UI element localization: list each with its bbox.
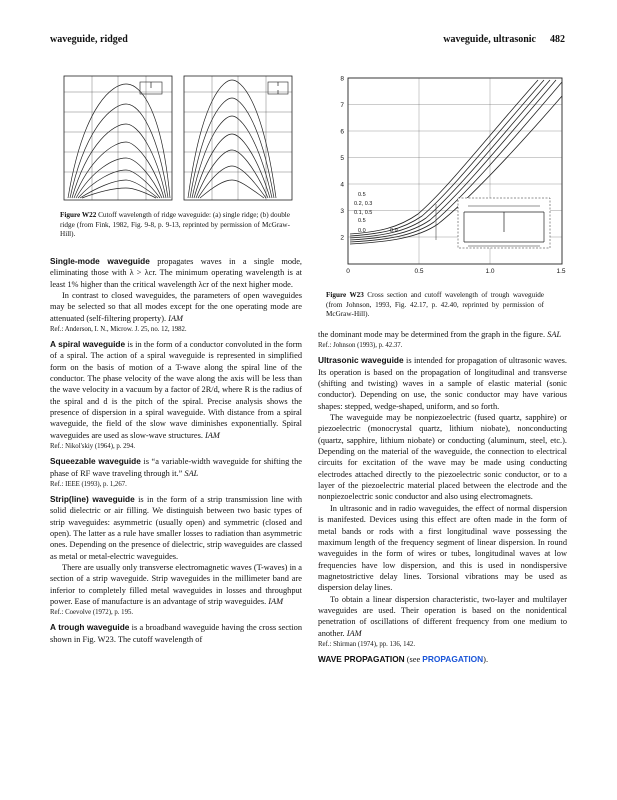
running-header-left: waveguide, ridged [50, 34, 128, 45]
y-tick: 7 [340, 102, 344, 109]
figure-w22-caption-label: Figure W22 [60, 211, 97, 219]
x-tick: 0.5 [414, 268, 424, 275]
entry-text: is intended for propagation of ultrasonic waves. Its operation is based on the propagation of longitudinal and transverse (shifting and twisting) waves in a sample of elastic material (sonic conductor). Depending on use, the sonic conductor may have various shapes: stepped, wedge-shaped, uniform, and so forth. [318, 356, 567, 411]
entry-paragraph [50, 562, 302, 607]
entry-strip-waveguide [50, 494, 302, 562]
entry-spiral-waveguide [50, 339, 302, 441]
reference: Ref.: Anderson, I. N., Microw. J. 25, no. 12, 1982. [50, 326, 187, 334]
curve-label: 0.5 [358, 192, 366, 198]
reference: Ref.: Coevolve (1972), p. 195. [50, 609, 134, 617]
entry-squeezable-waveguide [50, 456, 302, 479]
y-tick: 3 [340, 208, 344, 215]
figure-w23-caption-label: Figure W23 [326, 291, 364, 299]
paragraph-text: In contrast to closed waveguides, the parameters of open waveguides may be selected so that all modes except for the one operating mode are attenuated (self-filtering property). [50, 291, 302, 323]
curve-label: 0.5 [358, 218, 366, 224]
entry-paragraph [318, 594, 567, 639]
author-signature: SAL [547, 330, 562, 339]
figure-w23-caption-text: Cross section and cutoff wavelength of trough waveguide (from Johnson, 1993, Fig. 42.17, p. 42.40, reprinted by permission of McGraw-Hill). [326, 291, 544, 319]
x-axis-ticks [346, 268, 566, 275]
y-tick: 6 [340, 128, 344, 136]
author-signature: IAM [205, 430, 220, 440]
y-axis-ticks [340, 76, 344, 242]
entry-term: Single-mode waveguide [50, 256, 150, 266]
y-tick: 5 [340, 155, 344, 162]
paragraph-text: To obtain a linear dispersion characteristic, two-layer and multilayer waveguides are used. Their operation is based on the nonidentical penetration of oscillations of different frequency from one medium to another. [318, 594, 567, 638]
author-signature: IAM [168, 313, 183, 323]
entry-term: WAVE PROPAGATION [318, 653, 405, 664]
entry-text: is “a variable-width waveguide for shifting the phase of RF wave traveling through it.” [50, 457, 302, 478]
entry-term: Strip(line) waveguide [50, 493, 135, 504]
running-header-right [443, 34, 565, 45]
entry-term: A trough waveguide [50, 622, 130, 633]
figure-w23-chart [318, 72, 568, 284]
reference: Ref.: Nikol'skiy (1964), p. 294. [50, 443, 136, 451]
cross-reference-link-propagation[interactable]: PROPAGATION [422, 653, 484, 664]
entry-text: propagates waves in a single mode, eliminating those with λ > λcr. The minimum operating wavelength is at least 1% higher than the critical wavelength λcr of the next higher mode. [50, 257, 302, 289]
entry-paragraph: The waveguide may be nonpiezoelectric (fused quartz, sapphire) or piezoelectric (monocrystal quartz, lithium niobate), nonconducting (quartz, sapphire, lithium niobate) or conducting (aluminum, steel, etc.). Depending on the material of the waveguide, the connection to electrical circuits for excitation of the wave may be made using conducting electrodes attached directly to the piezoelectric sonic conductor, or to a layer of the piezoelectric material placed between the electrode and the nonpiezoelectric sonic conductor and also using electromagnets. [318, 413, 567, 502]
curve-label: 0.1, 0.5 [354, 210, 373, 216]
figure-w22-plots [56, 72, 300, 208]
author-signature: SAL [184, 468, 199, 478]
reference: Ref.: IEEE (1993), p. 1,267. [50, 480, 127, 488]
entry-text: is in the form of a strip transmission line with solid dielectric or air filling. We distinguish between two basic types of strip waveguides: asymmetric (usually open) and symmetric (closed and open). The latter as a rule have smaller losses to radiation than asymmetric ones. Depending on the presence of dielectric, strip waveguides are classed as metal or metal-electric waveguides. [50, 494, 302, 561]
author-signature: IAM [346, 628, 362, 638]
entry-ultrasonic-waveguide [318, 355, 567, 412]
paragraph-text: There are usually only transverse electromagnetic waves (T-waves) in a section of a strip waveguide. Strip waveguides in the millimeter band are inferior to completely filled metal waveguides in losses and throughput power. Ease of manufacture is an advantage of strip waveguides. [50, 562, 302, 606]
entry-single-mode-waveguide [50, 256, 302, 290]
entry-text: the dominant mode may be determined from the graph in the figure. [318, 330, 546, 339]
x-tick: 1.0 [485, 268, 495, 275]
entry-text: is a broadband waveguide having the cross section shown in Fig. W23. The cutoff wavelength of [50, 623, 303, 644]
right-column [318, 329, 567, 665]
page-number: 482 [550, 34, 565, 45]
y-tick: 8 [340, 75, 344, 83]
curve-labels [354, 192, 398, 234]
left-column [50, 256, 302, 645]
figure-w22-caption [50, 211, 302, 240]
entry-trough-waveguide [50, 622, 302, 645]
y-tick: 2 [340, 234, 344, 242]
entry-term: A spiral waveguide [50, 339, 126, 350]
entry-paragraph [50, 290, 302, 324]
curve-label: 0.0 [358, 228, 366, 234]
entry-continuation [318, 329, 567, 340]
figure-w23-caption [318, 291, 567, 320]
see-text: (see [404, 654, 423, 664]
entry-term: Squeezable waveguide [50, 456, 141, 467]
see-text-end: ). [483, 654, 489, 664]
figure-w22-plot-a [64, 76, 172, 200]
x-tick: 0 [346, 268, 350, 275]
x-tick: 1.5 [556, 268, 566, 275]
entry-text: is in the form of a conductor convoluted in the form of a spiral. The action of a spiral waveguide is represented in simplified form on the basis of motion of a T-wave along the spiral line of the conductor. The phase velocity of the wave along the axis will be less than the wave velocity in a vacuum by a factor of 2R/d, where R is the radius of the spiral and d is the pitch of the spiral. Precise analysis shows the presence of dispersion in a spiral waveguide. With distance from a spiral waveguide, the field of the slow wave diminishes exponentially. Spiral waveguides are used as slow-wave structures. [50, 340, 302, 440]
reference: Ref.: Shirman (1974), pp. 136, 142. [318, 640, 416, 648]
trough-cross-section-diagram [436, 198, 550, 248]
running-header-term: waveguide, ultrasonic [443, 34, 536, 45]
figure-w22-caption-text: Cutoff wavelength of ridge waveguide: (a) single ridge; (b) double ridge (from Fink, 1982, Fig. 9-8, p. 9-13, reprinted by permission of McGraw-Hill). [60, 211, 290, 239]
entry-term: Ultrasonic waveguide [318, 355, 404, 366]
figure-w22-plot-b [184, 76, 292, 200]
entry-paragraph: In ultrasonic and in radio waveguides, the effect of normal dispersion is manifested. Devices using this effect are often made in the form of metal bands or rods with a first longitudinal wave possessing the maximum length of the frequency segment of linear dispersion. In round waveguides in the form of wires or tubes, longitudinal waves at low frequencies have low dispersion, and this is used in nondispersive magnetostrictive delay lines. Torsional vibrations may be used as dispersion delay lines. [318, 503, 567, 593]
author-signature: IAM [268, 596, 284, 606]
curve-label: 0.2, 0.3 [354, 201, 373, 207]
entry-wave-propagation [318, 654, 567, 665]
y-tick: 4 [340, 181, 344, 189]
curve-label: 0.9 [390, 228, 398, 234]
reference: Ref.: Johnson (1993), p. 42.37. [318, 342, 403, 350]
